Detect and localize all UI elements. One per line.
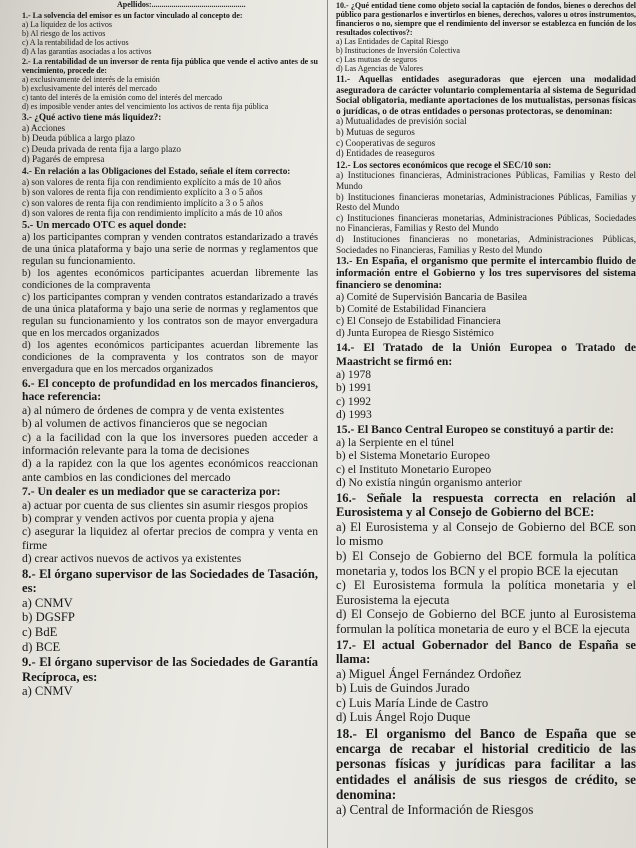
question-block bbox=[336, 1, 636, 73]
answer-option: c) los participantes compran y venden contratos estandarizado a través de una única plataforma y bajo una serie de normas y reglamentos que regulan su funcionamiento y los contratos son de mayor envergadura que en los mercados organizados bbox=[22, 291, 318, 339]
question-text: 11.- Aquellas entidades aseguradoras que ejercen una modalidad aseguradora de carácter voluntario complementaria al sistema de Seguridad Social obligatoria, mediante aportaciones de los mutualistas, personas físicas o jurídicas, o de otras entidades o personas protectoras, se denominan: bbox=[336, 74, 636, 116]
answer-option: c) a la facilidad con la que los inversores pueden acceder a información relevante para la toma de decisiones bbox=[22, 430, 318, 457]
answer-option: a) exclusivamente del interés de la emisión bbox=[22, 75, 160, 84]
left-column bbox=[22, 0, 318, 848]
answer-option: a) Comité de Supervisión Bancaria de Basilea bbox=[336, 292, 528, 304]
question-text: 6.- El concepto de profundidad en los mercados financieros, hace referencia: bbox=[22, 376, 318, 404]
answer-option: c) Luis María Linde de Castro bbox=[336, 695, 489, 710]
answer-option: a) Miguel Ángel Fernández Ordoñez bbox=[336, 666, 522, 681]
question-text: 2.- La rentabilidad de un inversor de renta fija pública que vende el activo antes de su vencimiento, procede de: bbox=[22, 57, 318, 75]
answer-option: a) Central de Información de Riesgos bbox=[336, 802, 534, 818]
question-block bbox=[22, 377, 318, 484]
answer-option: a) El Eurosistema y al Consejo de Gobierno del BCE son lo mismo bbox=[336, 519, 636, 549]
answer-option: b) comprar y venden activos por cuenta propia y ajena bbox=[22, 512, 275, 525]
answer-option: a) CNMV bbox=[22, 595, 73, 610]
answer-option: c) 1992 bbox=[336, 394, 372, 408]
question-text: 1.- La solvencia del emisor es un factor vinculado al concepto de: bbox=[22, 11, 243, 20]
answer-option: d) No existía ningún organismo anterior bbox=[336, 476, 522, 490]
answer-option: d) A las garantías asociadas a los activos bbox=[22, 47, 152, 56]
question-block bbox=[22, 567, 318, 655]
answer-option: a) los participantes compran y venden contratos estandarizado a través de una única plataforma y bajo una serie de normas y reglamentos que regulan su funcionamiento. bbox=[22, 231, 318, 267]
question-block bbox=[336, 256, 636, 340]
answer-option: b) DGSFP bbox=[22, 610, 75, 625]
answer-option: c) asegurar la liquidez al ofertar precios de compra y venta en firme bbox=[22, 525, 318, 552]
question-block bbox=[336, 160, 636, 255]
answer-option: a) CNMV bbox=[22, 684, 73, 699]
answer-option: b) son valores de renta fija con rendimiento explícito a 3 o 5 años bbox=[22, 187, 263, 198]
question-text: 10.- ¿Qué entidad tiene como objeto social la captación de fondos, bienes o derechos del público para gestionarlos e invertirlos en bienes, derechos, valores u otros instrumentos, financieros o no, siempre que el rendimiento del inversor se establezca en función de los resultados colectivos?: bbox=[336, 1, 636, 37]
answer-option: d) a la rapidez con la que los agentes económicos reaccionan ante cambios en las condiciones del mercado bbox=[22, 457, 318, 484]
answer-option: b) Comité de Estabilidad Financiera bbox=[336, 304, 487, 316]
question-text: 4.- En relación a las Obligaciones del Estado, señale el ítem correcto: bbox=[22, 165, 291, 176]
answer-option: b) Luis de Guindos Jurado bbox=[336, 681, 470, 696]
answer-option: a) La liquidez de los activos bbox=[22, 20, 112, 29]
answer-option: b) Instituciones de Inversión Colectiva bbox=[336, 46, 460, 55]
answer-option: b) al volumen de activos financieros que se negocian bbox=[22, 417, 268, 431]
answer-option: c) El Eurosistema formula la política monetaria y el Eurosistema la ejecuta bbox=[336, 578, 636, 607]
question-block bbox=[336, 74, 636, 159]
answer-option: a) Instituciones financieras, Administraciones Públicas, Familias y Resto del Mundo bbox=[336, 170, 636, 191]
answer-option: b) los agentes económicos participantes acuerdan libremente las condiciones de la compraventa bbox=[22, 267, 318, 291]
right-questions bbox=[336, 1, 636, 817]
answer-option: a) Mutualidades de previsión social bbox=[336, 116, 467, 127]
question-text: 8.- El órgano supervisor de las Sociedades de Tasación, es: bbox=[22, 566, 318, 596]
answer-option: a) 1978 bbox=[336, 367, 372, 381]
answer-option: c) Deuda privada de renta fija a largo plazo bbox=[22, 143, 182, 154]
answer-option: d) Pagarés de empresa bbox=[22, 154, 105, 165]
answer-option: b) el Sistema Monetario Europeo bbox=[336, 449, 490, 463]
answer-option: d) BCE bbox=[22, 639, 61, 654]
question-block bbox=[336, 726, 636, 817]
question-block bbox=[22, 11, 318, 56]
question-block bbox=[336, 638, 636, 726]
question-text: 14.- El Tratado de la Unión Europea o Tratado de Maastricht se firmó en: bbox=[336, 341, 636, 368]
answer-option: b) 1991 bbox=[336, 381, 372, 395]
answer-option: b) Instituciones financieras monetarias, Administraciones Públicas, Familias y Resto del Mundo bbox=[336, 191, 636, 213]
answer-option: c) Cooperativas de seguros bbox=[336, 137, 436, 148]
left-questions bbox=[22, 11, 318, 699]
question-text: 18.- El organismo del Banco de España que se encarga de recabar el historial crediticio de las personas físicas y jurídicas para facilitar a las entidades el análisis de sus riesgos de crédito, se denomina: bbox=[336, 726, 636, 802]
answer-option: c) Las mutuas de seguros bbox=[336, 55, 417, 64]
answer-option: c) el Instituto Monetario Europeo bbox=[336, 462, 492, 476]
answer-option: c) son valores de renta fija con rendimiento implícito a 3 o 5 años bbox=[22, 197, 264, 208]
question-block bbox=[22, 485, 318, 565]
answer-option: a) actuar por cuenta de sus clientes sin asumir riesgos propios bbox=[22, 498, 308, 512]
question-text: 12.- Los sectores económicos que recoge el SEC/10 son: bbox=[336, 159, 552, 170]
question-block bbox=[22, 166, 318, 219]
answer-option: c) A la rentabilidad de los activos bbox=[22, 38, 129, 47]
answer-option: b) El Consejo de Gobierno del BCE formula la política monetaria y, todos los BCN y el propio BCE la ejecutan bbox=[336, 548, 636, 578]
answer-option: d) crear activos nuevos de activos ya existentes bbox=[22, 552, 242, 566]
question-text: 13.- En España, el organismo que permite el intercambio fluido de información entre el Gobierno y los tres supervisores del sistema financiero se denomina: bbox=[336, 256, 636, 292]
answer-option: d) es imposible vender antes del vencimiento los activos de renta fija pública bbox=[22, 102, 269, 111]
answer-option: d) 1993 bbox=[336, 408, 372, 422]
answer-option: d) los agentes económicos participantes acuerdan libremente las condiciones de la compraventa y los contratos son de mayor envergadura que en los mercados organizados bbox=[22, 339, 318, 375]
question-text: 3.- ¿Qué activo tiene más liquidez?: bbox=[22, 112, 162, 122]
answer-option: d) Las Agencias de Valores bbox=[336, 64, 423, 73]
answer-option: c) Instituciones financieras monetarias, Administraciones Públicas, Sociedades no Financieras, Familias y Resto del Mundo bbox=[336, 212, 636, 234]
question-block bbox=[336, 341, 636, 421]
answer-option: a) Acciones bbox=[22, 122, 66, 133]
answer-option: d) Luis Ángel Rojo Duque bbox=[336, 710, 471, 725]
answer-option: b) exclusivamente del interés del mercado bbox=[22, 84, 157, 93]
answer-option: b) Al riesgo de los activos bbox=[22, 29, 106, 38]
right-column bbox=[336, 0, 636, 848]
answer-option: c) El Consejo de Estabilidad Financiera bbox=[336, 316, 501, 328]
question-text: 7.- Un dealer es un mediador que se caracteriza por: bbox=[22, 485, 281, 499]
answer-option: d) Junta Europea de Riesgo Sistémico bbox=[336, 328, 494, 340]
answer-option: b) Deuda pública a largo plazo bbox=[22, 133, 135, 144]
answer-option: a) la Serpiente en el túnel bbox=[336, 435, 455, 449]
answer-option: a) Las Entidades de Capital Riesgo bbox=[336, 37, 449, 46]
column-divider bbox=[327, 0, 328, 848]
question-block bbox=[336, 423, 636, 490]
answer-option: d) son valores de renta fija con rendimiento implícito a más de 10 años bbox=[22, 208, 283, 219]
answer-option: c) tanto del interés de la emisión como del interés del mercado bbox=[22, 93, 223, 102]
answer-option: a) al número de órdenes de compra y de venta existentes bbox=[22, 403, 285, 417]
answer-option: d) El Consejo de Gobierno del BCE junto al Eurosistema formulan la política monetaria de euro y el BCE la ejecuta bbox=[336, 607, 636, 636]
answer-option: d) Entidades de reaseguros bbox=[336, 148, 435, 159]
question-block bbox=[22, 112, 318, 165]
answer-option: b) Mutuas de seguros bbox=[336, 126, 415, 137]
question-text: 9.- El órgano supervisor de las Sociedades de Garantía Recíproca, es: bbox=[22, 655, 318, 684]
answer-option: a) son valores de renta fija con rendimiento explícito a más de 10 años bbox=[22, 176, 281, 187]
question-block bbox=[22, 220, 318, 376]
question-block bbox=[22, 655, 318, 699]
question-text: 5.- Un mercado OTC es aquel donde: bbox=[22, 219, 187, 231]
question-block bbox=[22, 57, 318, 111]
question-text: 15.- El Banco Central Europeo se constituyó a partir de: bbox=[336, 422, 614, 436]
question-text: 17.- El actual Gobernador del Banco de España se llama: bbox=[336, 637, 636, 667]
question-block bbox=[336, 491, 636, 637]
answer-option: c) BdE bbox=[22, 625, 58, 639]
question-text: 16.- Señale la respuesta correcta en relación al Eurosistema y al Consejo de Gobierno del BCE: bbox=[336, 490, 636, 520]
surname-field: Apellidos:............................................... bbox=[117, 0, 246, 9]
answer-option: d) Instituciones financieras no monetarias, Administraciones Públicas, Sociedades no Financieras, Familias y Resto del Mundo bbox=[336, 233, 636, 255]
